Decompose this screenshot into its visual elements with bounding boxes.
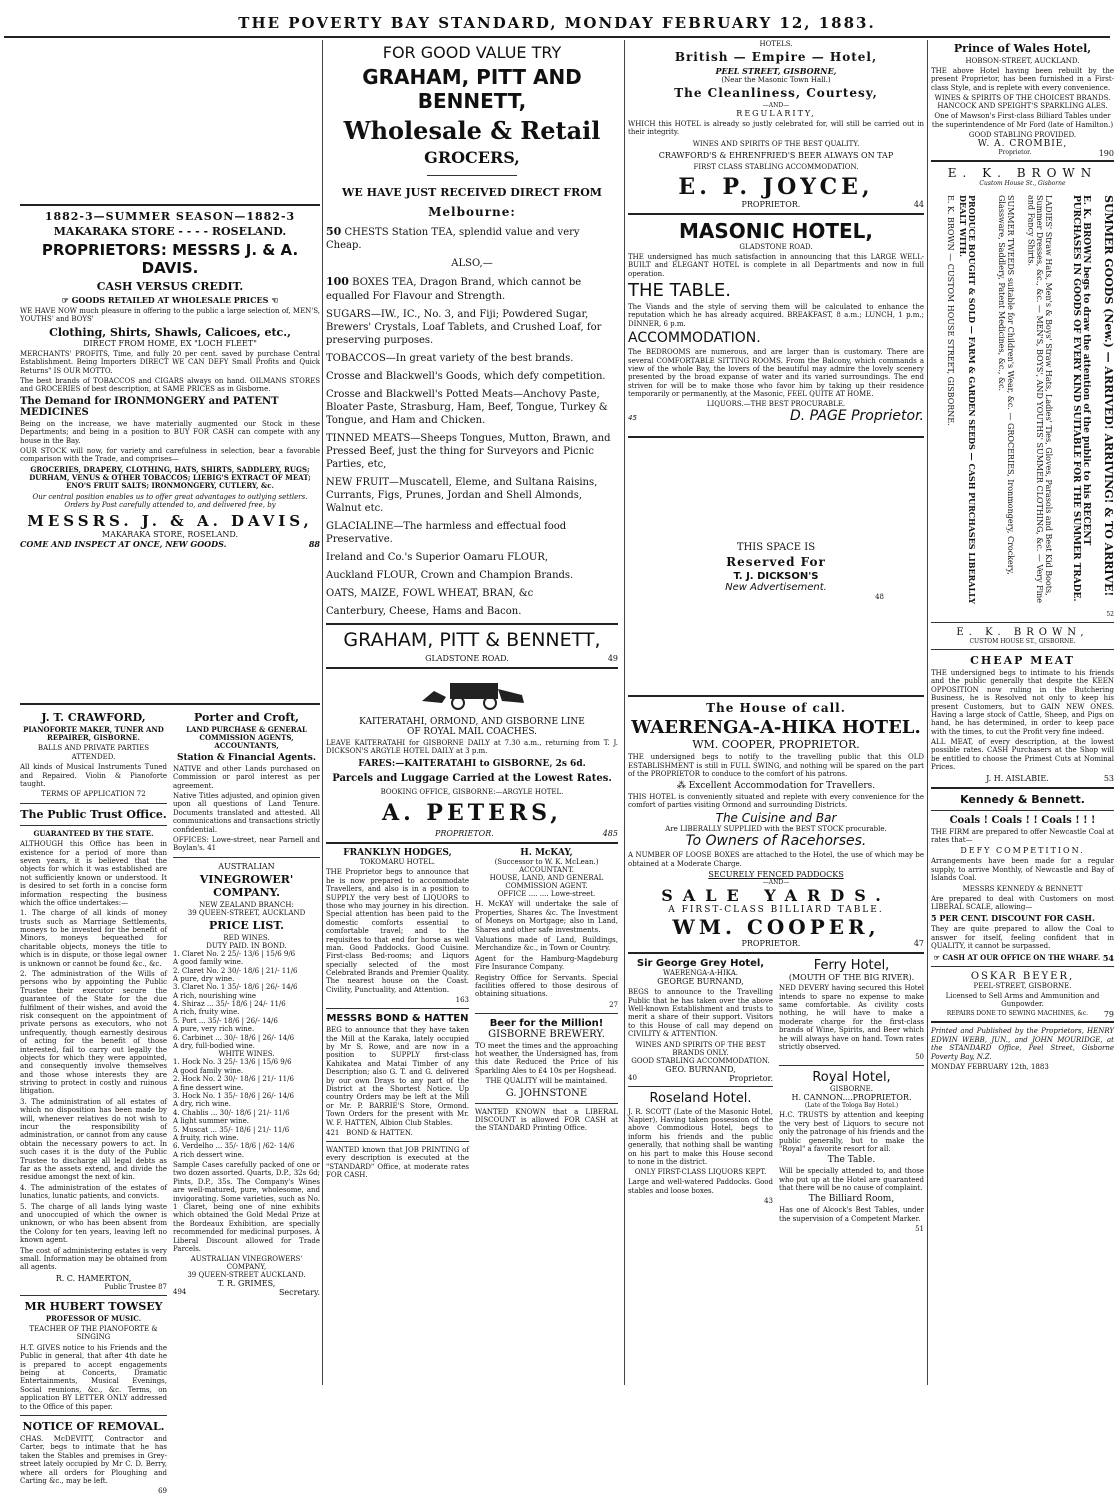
cheap-paragraph: ALL MEAT, of every description, at the lowest possible rates. CASH Purchasers at the Shop will be entitled to choose the Primest Cuts at Nominal Prices. — [931, 738, 1114, 772]
ekb-vertical-ad — [931, 191, 1114, 611]
col2-left — [326, 848, 469, 1181]
season-banner: 1882-3—SUMMER SEASON—1882-3 — [44, 210, 296, 223]
kb-coals: Coals ! Coals ! ! Coals ! ! ! — [949, 814, 1096, 826]
mckay-paragraph: H. McKAY will undertake the sale of Properties, Shares &c. The Investment of Moneys on Mortgage; also in Land, Shares and other safe investments. — [475, 900, 618, 934]
price-row: A dry, full-bodied wine. — [173, 1042, 255, 1051]
price-row: A rich, nourishing wine — [173, 991, 256, 1000]
price-row: A good family wine. — [173, 1066, 244, 1075]
removal-title: NOTICE OF REMOVAL. — [22, 1419, 165, 1433]
price-row: A dry, rich wine. — [173, 1100, 231, 1109]
col1-right — [173, 709, 320, 1495]
royal-paragraph: H.C. TRUSTS by attention and keeping the very best of Liquors to secure not only the patronage of his friends and the public generally, but to make the "Royal" a favorite resort for all. — [779, 1111, 924, 1153]
gpb-grocers: GROCERS, — [424, 148, 520, 167]
rh-paragraph: Large and well-watered Paddocks. Good stables and loose boxes. — [628, 1178, 773, 1195]
masonic-table: THE TABLE. — [628, 279, 732, 301]
royal-paragraph: Will be specially attended to, and those who put up at the Hotel are guaranteed that there will be no cause of complaint. — [779, 1167, 924, 1193]
gpb-footer-addr: GLADSTONE ROAD. 49 — [425, 653, 618, 663]
col3-right — [779, 958, 924, 1233]
be-stabling: FIRST CLASS STABLING ACCOMMODATION. — [693, 162, 859, 171]
ob-title: OSKAR BEYER, — [970, 970, 1075, 982]
col2-subcolumns — [326, 848, 618, 1181]
wh-paragraph: THE undersigned begs to notify to the travelling public that this OLD ESTABLISHMENT is still in FULL SWING, and nothing will be spared on the part of the PROPRIETOR to conduce to the comfort of his patrons. — [628, 753, 924, 779]
price-row: A good family wine. — [173, 958, 244, 967]
gpb-item: TOBACCOS—In great variety of the best brands. — [326, 352, 574, 364]
mckay-sub3: HOUSE, LAND, AND GENERAL COMMISSION AGENT. — [489, 874, 604, 891]
price-row: 3. Hock No. 1 35/- 18/6 | 26/- 14/6 — [173, 1091, 294, 1100]
av-signature2: 39 QUEEN-STREET AUCKLAND. — [187, 1271, 306, 1280]
hotels-heading: HOTELS. — [759, 40, 793, 48]
price-row: 5. Port ... 35/- 18/6 | 26/- 14/6 — [173, 1016, 278, 1025]
reserved-line3: T. J. DICKSON'S — [733, 571, 819, 583]
mckay-office: OFFICE .... .... Lowe-street. — [497, 890, 596, 899]
trust-paragraph: The cost of administering estates is very small. Information may be obtained from all agents. — [20, 1246, 167, 1272]
gpb-item: Crosse and Blackwell's Goods, which defy competition. — [326, 370, 606, 382]
av-signature3: T. R. GRIMES, — [217, 1279, 276, 1289]
column-3 — [628, 40, 924, 1387]
cheap-paragraph: THE undersigned begs to intimate to his friends and the public generally that despite the KEEN OPPOSITION now ruling in the Butchering Business, he is Resolved not only to keep his present Customers, but to GAIN NEW ONES. Having a large stock of Cattle, Sheep, and Pigs on hand, he has determined, in order to keep pace with the times, to cut the Profit very fine indeed. — [931, 668, 1114, 736]
sg-paragraph: BEGS to announce to the Travelling Public that he has taken over the above Well-known Establishment and trusts to merit a share of their support. Visitors to this House of call may depend on CIVILITY & ATTENTION. — [628, 988, 773, 1039]
trust-sub: GUARANTEED BY THE STATE. — [33, 828, 154, 838]
reserved-line2: Reserved For — [726, 555, 826, 570]
davis-paragraph: MERCHANTS' PROFITS, Time, and fully 20 per cent. saved by purchase Central Establishment. Being Importers DIRECT WE CAN DEFY Small Profits and Quick Returns" IS OUR MOTTO. — [20, 349, 320, 375]
royal-late: (Late of the Tologa Bay Hotel.) — [804, 1102, 899, 1110]
price-row: 1. Claret No. 2 25/- 13/6 | 15/6 9/6 — [173, 949, 296, 958]
masthead: THE POVERTY BAY STANDARD, MONDAY FEBRUARY 12, 1883. — [238, 14, 876, 32]
price-row: 6. Verdelho ... 35/- 18/6 | /62- 14/6 — [173, 1142, 295, 1151]
towsey-sub: PROFESSOR OF MUSIC. — [45, 1313, 142, 1323]
come-inspect: COME AND INSPECT AT ONCE, NEW GOODS. 88 — [20, 538, 320, 549]
pw-stabling: GOOD STABLING PROVIDED. — [968, 130, 1077, 139]
wh-title: WAERENGA-A-HIKA HOTEL. — [631, 717, 921, 739]
masonic-address: GLADSTONE ROAD. — [739, 242, 813, 251]
pc-paragraph: Native Titles adjusted, and opinion given upon all questions of Land Tenure. Documents translated and attested. All communications and transactions strictly confidential. — [173, 791, 320, 834]
ekb-vertical-line: PRODUCE BOUGHT & SOLD — FARM & GARDEN SEEDS — CASH PURCHASES LIBERALLY DEALT WITH. — [958, 194, 977, 604]
gpb-received: WE HAVE JUST RECEIVED DIRECT FROM — [342, 186, 602, 199]
kb-paragraph: Are prepared to deal with Customers on most LIBERAL SCALE, allowing— — [931, 894, 1114, 911]
brewery-paragraph: THE QUALITY will be maintained. — [485, 1077, 608, 1086]
removal-paragraph: CHAS. McDEVITT, Contractor and Carter, begs to intimate that he has taken the Stables and premises in Grey-street lately occupied by Mr C. D. Berry, where all orders for Ploughing and Carting &c., may be left. — [20, 1434, 167, 1485]
royal-table: The Table. — [827, 1155, 876, 1166]
trust-paragraph: 4. The administration of the estates of lunatics, lunatic patients, and convicts. — [20, 1183, 167, 1201]
av-title2: VINEGROWER' COMPANY. — [199, 872, 294, 899]
av-footer: 494 Secretary. — [173, 1288, 320, 1298]
royal-proprietor: H. CANNON....PROPRIETOR. — [791, 1093, 912, 1103]
pw-wines: WINES & SPIRITS OF THE CHOICEST BRANDS. — [934, 94, 1111, 103]
pw-paragraph: THE above Hotel having been rebuilt by the present Proprietor, has been furnished in a First-class Style, and is replete with every convenience. — [931, 67, 1114, 92]
gpb-wholesale: Wholesale & Retail — [343, 116, 601, 145]
be-and: —AND— — [762, 102, 790, 109]
removal-number: 69 — [158, 1487, 167, 1495]
be-title: British — Empire — Hotel, — [674, 50, 878, 64]
be-paragraph: WHICH this HOTEL is already so justly celebrated for, will still be carried out in their integrity. — [628, 120, 924, 137]
beer-title: Beer for the Million! — [489, 1017, 604, 1029]
pw-signature-sub: Proprietor. 190 — [998, 148, 1114, 158]
ferry-sub: (MOUTH OF THE BIG RIVER). — [788, 973, 915, 983]
price-row: 5. Muscat ... 35/- 18/6 | 21/- 11/6 — [173, 1125, 290, 1134]
ekb-head: E. K. BROWN — [947, 165, 1098, 180]
trust-paragraph: ALTHOUGH this Office has been in existence for a period of more than seven years, it is believed that the objects for which it was established are not sufficiently known or understood. It is desired to set forth in a concise form information respecting the business which the office undertakes:— — [20, 840, 167, 907]
davis-paragraph: GROCERIES, DRAPERY, CLOTHING, HATS, SHIRTS, SADDLERY, RUGS; DURHAM, VENUS & OTHER TOBACCOS; LIEBIG'S EXTRACT OF MEAT; ENO'S FRUIT SALTS; IRONMONGERY, CUTLERY, &c. — [29, 464, 311, 491]
ekb-number: 52 — [1106, 610, 1114, 618]
gpb-melbourne: Melbourne: — [428, 205, 516, 219]
masthead-rule — [4, 36, 1110, 38]
cash-credit: CASH VERSUS CREDIT. — [96, 280, 244, 293]
price-row: A pure, very rich wine. — [173, 1025, 255, 1034]
be-near: (Near the Masonic Town Hall.) — [721, 76, 831, 84]
royal-billiard: The Billiard Room, — [808, 1194, 895, 1205]
wh-paragraph: A NUMBER OF LOOSE BOXES are attached to the Hotel, the use of which may be obtained at a Moderate Charge. — [628, 851, 924, 868]
trust-paragraph: 3. The administration of all estates of which no disposition has been made by will, whenever relatives do not wish to incur the responsibility of administration, or cannot from any cause obtain the necessary powers to act. In such cases it is the duty of the Public Trustee to discharge all legal debts as far as the assets extend, and divide the residue amongst the next of kin. — [20, 1097, 167, 1182]
coach-sub: OF ROYAL MAIL COACHES. — [406, 726, 538, 737]
wh-paragraph: THIS HOTEL is conveniently situated and replete with every convenience for the comfort of parties visiting Ormond and surrounding Districts. — [628, 792, 924, 810]
av-paragraph: Sample Cases carefully packed of one or two dozen assorted. Quarts, D.P., 32s 6d; Pints, D.P., 35s. The Company's Wines are well-matured, pure, wholesome, and invigorating. Some varieties, such as No. 1 Claret, being one of nine exhibits which obtained the Gold Medal Prize at the Bordeaux Exhibition, are specially recommended for medicinal purposes. A Liberal Discount allowed for Trade Parcels. — [173, 1161, 320, 1253]
royal-number: 51 — [915, 1225, 924, 1234]
sg-signature: GEO. BURNAND, — [665, 1064, 736, 1074]
price-row: A rich dessert wine. — [173, 1150, 244, 1159]
ekb-vertical-line: SUMMER TWEEDS suitable for Children's Wear, &c. — GROCERIES, Ironmongery, Crockery, Glassware, Saddlery, Patent Medicines, &c., &c. — [997, 194, 1015, 575]
clothing-line: Clothing, Shirts, Shawls, Calicoes, etc., — [49, 325, 291, 339]
trust-paragraph: 2. The administration of the Wills of persons who by appointing the Public Trustee their executor secure the guarantee of the State for the due fulfilment of their wishes, and avoid the risk consequent on the appointment of private persons as executors, who not unfrequently, though earnestly desirous of acting for the benefit of those interested, fail to carry out legally the objects for which they were appointed, and consequently involve themselves and those whose interests they are striving to protect in costly and ruinous litigation. — [20, 970, 167, 1096]
demand-line: The Demand for IRONMONGERY and PATENT MEDICINES — [20, 395, 279, 418]
gpb-item: NEW FRUIT—Muscatell, Eleme, and Sultana Raisins, Currants, Figs, Prunes, Jordan and Shell Almonds, Walnut etc. — [326, 476, 598, 514]
kb-paragraph: Arrangements have been made for a regular supply, to arrive Monthly, of Newcastle and Bay of Islands Coal. — [931, 857, 1114, 883]
kb-title: Kennedy & Bennett. — [960, 792, 1085, 806]
kb-paragraph: They are quite prepared to allow the Coal to answer for itself, feeling confident that in QUALITY, it cannot be surpassed. — [931, 925, 1114, 951]
av-price-list: PRICE LIST. — [209, 918, 284, 932]
wh-owners: To Owners of Racehorses. — [685, 833, 867, 850]
price-row: 2. Hock No. 2 30/- 18/6 | 21/- 11/6 — [173, 1075, 294, 1084]
masonic-paragraph: The BEDROOMS are numerous, and are larger than is customary. There are several COMFORTABLE SITTING ROOMS. From the Balcony, which commands a view of the whole Bay, the lovers of the beautiful may admire the lovely scenery presented by the broad expanse of water and its varied surroundings. The end striven for will be to make those who favor him by taking up their residence temporarily or permanently, at the Masonic, FEEL QUITE AT HOME. — [628, 348, 924, 399]
wanted-discount: WANTED KNOWN that a LIBERAL DISCOUNT is allowed FOR CASH at the STANDARD Printing Office. — [475, 1107, 618, 1133]
pc-sub: LAND PURCHASE & GENERAL COMMISSION AGENTS, ACCOUNTANTS, — [186, 724, 307, 751]
bond-footer: 421 BOND & HATTEN. — [326, 1128, 413, 1137]
col2-right — [475, 848, 618, 1181]
hodges-sub: TOKOMARU HOTEL. — [359, 858, 436, 867]
column-divider — [927, 40, 928, 1385]
masonic-paragraph: The Viands and the style of serving them will be calculated to enhance the reputation which he has already acquired. BREAKFAST, 8 a.m.; LUNCH, 1 p.m.; DINNER, 6 p.m. — [628, 302, 924, 328]
wh-liberal: Are LIBERALLY SUPPLIED with the BEST STOCK procurable. — [665, 825, 887, 834]
crawford-terms: TERMS OF APPLICATION 72 — [41, 790, 146, 799]
wh-cuisine: The Cuisine and Bar — [715, 811, 837, 826]
davis-paragraph: The best brands of TOBACCOS and CIGARS always on hand. OILMANS STORES and GROCERIES of best description, at SAME PRICES as in Gisborne. — [20, 376, 320, 394]
gpb-item: SUGARS—IW., IC., No. 3, and Fiji; Powdered Sugar, Brewers' Crystals, Loaf Tablets, and Crushed Loaf, for preserving purposes. — [326, 308, 602, 346]
price-row: A fruity, rich wine. — [173, 1133, 239, 1142]
be-proprietor-sub: PROPRIETOR. 44 — [741, 199, 924, 209]
trust-title: The Public Trust Office. — [20, 807, 167, 821]
peters-name: A. PETERS, — [382, 800, 562, 827]
davis-paragraph: Being on the increase, we have materially augmented our Stock in these Departments; and being in a position to BUY FOR CASH can compete with any house in the Bay. — [20, 419, 320, 445]
column-divider — [624, 40, 625, 1385]
col1-left — [20, 709, 167, 1495]
ekb-vertical-line: LADIES' Straw Hats, Men's & Boys' Straw Hats, Ladies' Ties, Gloves, Parasols and Best Kid Boots, Summer Dresses, &c., &c. — MEN'S, BOYS', AND YOUTHS' SUMMER CLOTHING, &c. — Very Fine and Fancy Shirts. — [1026, 194, 1053, 603]
ferry-title: Ferry Hotel, — [813, 958, 890, 974]
be-regularity: REGULARITY, — [736, 109, 816, 118]
av-red: RED WINES. — [223, 933, 270, 942]
be-wines: WINES AND SPIRITS OF THE BEST QUALITY. — [692, 139, 860, 148]
davis-signature-sub: MAKARAKA STORE, ROSELAND. — [101, 529, 239, 539]
sg-stabling: GOOD STABLING ACCOMMODATION. — [631, 1056, 770, 1065]
coach-icon — [412, 675, 532, 711]
reserved-line1: THIS SPACE IS — [736, 542, 816, 554]
towsey-paragraph: H.T. GIVES notice to his Friends and the Public in general, that after 4th date he is prepared to accept engagements being at Concerts, Dramatic Entertainments, Musical Evenings, Social reunions, &c., &c. Terms, on application BY LETTER ONLY addressed to the Office of this paper. — [20, 1343, 167, 1411]
column-4 — [931, 40, 1114, 1387]
imprint: Printed and Published by the Proprietors, HENRY EDWIN WEBB, JUN., and JOHN MOURIDGE, at the STANDARD Office, Peel Street, Gisborne Poverty Bay, N.Z. — [931, 1027, 1114, 1061]
towsey-sub2: TEACHER OF THE PIANOFORTE & SINGING — [29, 1325, 158, 1342]
column-1 — [20, 40, 320, 1495]
gpb-item: Ireland and Co.'s Superior Oamaru FLOUR, — [326, 551, 549, 563]
royal-paragraph: Has one of Alcock's Best Tables, under the supervision of a Competent Marker. — [779, 1206, 924, 1223]
gpb-item: Crosse and Blackwell's Potted Meats—Anchovy Paste, Bloater Paste, Strasburg, Ham, Beef, Tongue, Turkey & Tongue, and Ham and Chicken. — [326, 388, 608, 426]
cheap-signature: J. H. AISLABIE. 53 — [986, 773, 1114, 783]
gpb-item: Canterbury, Cheese, Hams and Bacon. — [326, 605, 522, 617]
price-row: A fine dessert wine. — [173, 1083, 244, 1092]
wh-top: The House of call. — [706, 701, 846, 716]
royal-title: Royal Hotel, — [812, 1070, 891, 1086]
hodges-title: FRANKLYN HODGES, — [343, 848, 452, 859]
sg-sub: WAERENGA-A-HIKA. — [662, 969, 739, 978]
mckay-sub2: ACCOUNTANT. — [519, 866, 574, 875]
mckay-title: H. McKAY, — [520, 848, 573, 859]
crawford-sub: PIANOFORTE MAKER, TUNER AND REPAIRER, GISBORNE. — [23, 724, 164, 743]
coach-paragraph: LEAVE KAITERATAHI for GISBORNE DAILY at 7.30 a.m., returning from T. J. DICKSON'S ARGYLE HOTEL DAILY at 3 p.m. — [326, 738, 618, 755]
wh-sale-yards: SALE YARDS. — [661, 886, 891, 906]
gpb-item: 100 BOXES TEA, Dragon Brand, which cannot be equalled For Flavour and Strength. — [326, 275, 582, 302]
price-row: 3. Claret No. 1 35/- 18/6 | 26/- 14/6 — [173, 983, 298, 992]
imprint-date: MONDAY FEBRUARY 12th, 1883 — [931, 1062, 1049, 1071]
store-title: MAKARAKA STORE - - - - ROSELAND. — [53, 225, 287, 238]
brewery-paragraph: TO meet the times and the approaching hot weather, the Undersigned has, from this date Reduced the Price of his Sparkling Ales to £4 10s per Hogshead. — [475, 1041, 618, 1075]
kb-cash: ☞ CASH AT OUR OFFICE ON THE WHARF. 54 — [933, 952, 1114, 963]
trust-signature-sub: Public Trustee 87 — [104, 1282, 167, 1291]
price-row: A light summer wine. — [173, 1117, 249, 1126]
coach-booking: BOOKING OFFICE, GISBORNE:—ARGYLE HOTEL. — [380, 788, 564, 797]
column-2 — [326, 40, 618, 1387]
coach-title: KAITERATAHI, ORMOND, AND GISBORNE LINE — [359, 716, 585, 727]
sg-title: Sir George Grey Hotel, — [636, 958, 765, 970]
masonic-proprietor-row: 45 D. PAGE Proprietor. — [628, 408, 924, 425]
gpb-item: Auckland FLOUR, Crown and Champion Brands. — [326, 569, 574, 581]
av-white: WHITE WINES. — [218, 1050, 275, 1059]
ekb-footer: E. K. BROWN, — [956, 626, 1089, 638]
ob-paragraph: Licensed to Sell Arms and Ammunition and Gunpowder. — [945, 991, 1100, 1008]
davis-signature: MESSRS. J. & A. DAVIS, — [27, 511, 313, 530]
be-proprietor: E. P. JOYCE, — [678, 173, 874, 200]
wanted-job-printing: WANTED known that JOB PRINTING of every description is executed at the "STANDARD" Office, at moderate rates FOR CASH. — [326, 1145, 469, 1180]
ferry-number: 50 — [915, 1053, 924, 1062]
wh-and: —AND— — [762, 879, 790, 887]
price-row: 1. Hock No. 3 25/- 13/6 | 15/6 9/6 — [173, 1058, 292, 1067]
sg-footer: 40 Proprietor. — [628, 1073, 773, 1083]
av-header: DUTY PAID. IN BOND. — [206, 941, 287, 950]
bond-title: MESSRS BOND & HATTEN — [326, 1013, 469, 1025]
davis-paragraph: Our central position enables us to offer great advantages to outlying settlers. Orders by Post carefully attended to, and delivered free, by — [32, 492, 308, 510]
wh-signature-sub: PROPRIETOR. 47 — [741, 939, 924, 949]
price-row: 4. Chablis ... 30/- 18/6 | 21/- 11/6 — [173, 1108, 290, 1117]
ob-sub: PEEL-STREET, GISBORNE. — [973, 981, 1072, 990]
pw-ales: HANCOCK AND SPEIGHT'S SPARKLING ALES. — [937, 102, 1108, 111]
trust-paragraph: 5. The charge of all lands lying waste and unoccupied of which the owner is unknown, or who has been absent from the Colony for ten years, leaving left no known agent. — [20, 1202, 167, 1245]
wholesale-line: ☞ GOODS RETAILED AT WHOLESALE PRICES ☜ — [61, 295, 279, 305]
col1-subcolumns — [20, 709, 320, 1495]
pw-address: HOBSON-STREET, AUCKLAND. — [965, 57, 1080, 65]
gpb-top: FOR GOOD VALUE TRY — [382, 43, 562, 62]
be-address: PEEL STREET, GISBORNE, — [715, 66, 837, 76]
mckay-number: 27 — [609, 1000, 618, 1009]
masonic-paragraph: THE undersigned has much satisfaction in announcing that this LARGE WELL-BUILT and ELEGANT HOTEL is complete in all Departments and now in full operation. — [628, 252, 924, 278]
av-signature: AUSTRALIAN VINEGROWERS' COMPANY, — [190, 1255, 303, 1272]
be-motto: The Cleanliness, Courtesy, — [674, 86, 878, 100]
masonic-liquors: LIQUORS.—THE BEST PROCURABLE. — [706, 400, 846, 409]
mckay-paragraph: Valuations made of Land, Buildings, Merchandize &c., in Town or Country. — [475, 935, 618, 953]
reserved-line4: New Advertisement. — [725, 582, 827, 594]
pc-title: Porter and Croft, — [194, 710, 299, 724]
be-beer: CRAWFORD'S & EHRENFRIED'S BEER ALWAYS ON TAP — [658, 150, 894, 160]
kb-signature: MESSRS KENNEDY & BENNETT — [962, 884, 1083, 893]
rh-number: 43 — [764, 1197, 773, 1206]
gpb-items — [326, 225, 618, 618]
av-red-list — [173, 950, 320, 1051]
pc-paragraph: OFFICES: Lowe-street, near Parnell and Boylan's. 41 — [173, 835, 320, 853]
mckay-paragraph: Registry Office for Servants. Special facilities offered to those desirous of obtaining situations. — [475, 973, 618, 999]
gpb-footer: GRAHAM, PITT & BENNETT, — [343, 628, 601, 651]
davis-paragraph: WE HAVE NOW much pleasure in offering to the public a large selection of, MEN'S, YOUTHS' and BOYS' — [20, 307, 320, 324]
wh-fenced: SECURELY FENCED PADDOCKS — [708, 870, 844, 880]
col3-left — [628, 958, 773, 1233]
gpb-item: TINNED MEATS—Sheeps Tongues, Mutton, Brawn, and Pressed Beef, just the thing for Surveyors and Picnic Parties, etc, — [326, 432, 611, 470]
trust-paragraph: 1. The charge of all kinds of money trusts such as Marriage Settlements, moneys to be invested for the benefit of Minors, moneys bequeathed for charitable objects, moneys the title to which is in dispute, or those legal owner is unknown or cannot be found &c., &c. — [20, 909, 167, 968]
proprietors: PROPRIETORS: MESSRS J. & A. DAVIS. — [41, 241, 299, 277]
mckay-paragraph: Agent for the Hamburg-Magdeburg Fire Insurance Company. — [475, 954, 618, 972]
cheap-title: CHEAP MEAT — [970, 653, 1075, 667]
av-address: 39 QUEEN-STREET, AUCKLAND — [187, 908, 306, 917]
pw-title: Prince of Wales Hotel, — [953, 42, 1092, 55]
coach-parcels: Parcels and Luggage Carried at the Lowest Rates. — [332, 773, 612, 785]
mckay-sub: (Successor to W. K. McLean.) — [494, 858, 599, 867]
column-divider — [322, 40, 323, 1385]
peters-sub: PROPRIETOR. 485 — [434, 829, 618, 839]
price-row: 4. Shiraz ... 35/- 18/6 | 24/- 11/6 — [173, 1000, 286, 1009]
ekb-head2: Custom House St., Gisborne — [979, 179, 1066, 187]
rh-title: Roseland Hotel. — [649, 1090, 752, 1106]
price-row: 2. Claret No. 2 30/- 18/6 | 21/- 11/6 — [173, 966, 298, 975]
ekb-vertical-line: E. K. BROWN — CUSTOM HOUSE STREET, GISBORNE. — [946, 194, 955, 426]
kb-paragraph: THE FIRM are prepared to offer Newcastle Coal at rates that— — [931, 827, 1114, 845]
ob-repairs: REPAIRS DONE TO SEWING MACHINES, &c. 79 — [946, 1010, 1114, 1020]
direct-line: DIRECT FROM HOME, EX "LOCH FLEET" — [83, 338, 257, 348]
price-row: A rich, fruity wine. — [173, 1008, 240, 1017]
av-white-list — [173, 1058, 320, 1159]
gpb-item: OATS, MAIZE, FOWL WHEAT, BRAN, &c — [326, 587, 534, 599]
pw-signature: W. A. CROMBIE, — [977, 138, 1068, 149]
wh-first-class: A FIRST-CLASS BILLIARD TABLE. — [668, 905, 884, 916]
hodges-number: 163 — [455, 996, 469, 1005]
kb-defy: DEFY COMPETITION. — [960, 846, 1085, 856]
gpb-item: ALSO,— — [451, 258, 493, 270]
gpb-firm: GRAHAM, PITT AND BENNETT, — [362, 65, 582, 113]
pw-billiard: One of Mawson's First-class Billiard Tables under the superintendence of Mr Ford (late of Hamilton.) — [931, 112, 1114, 129]
ekb-vertical-line: E. K. BROWN begs to draw the attention of the public to his RECENT PURCHASES IN GOODS OF EVERY KIND SUITABLE FOR THE SUMMER TRADE. — [1071, 194, 1091, 602]
kb-discount: 5 PER CENT. DISCOUNT FOR CASH. — [931, 913, 1095, 924]
gpb-item: GLACIALINE—The harmless and effectual food Preservative. — [326, 520, 567, 545]
ekb-vertical-line: SUMMER GOODS (New.) — ARRIVED! ARRIVING! & TO ARRIVE! — [1102, 194, 1115, 597]
sg-wines: WINES AND SPIRITS OF THE BEST BRANDS ONLY. — [635, 1040, 766, 1057]
trust-signature: R. C. HAMERTON, — [55, 1273, 132, 1283]
davis-paragraph: OUR STOCK will now, for variety and carefulness in selection, bear a favorable comparison with the Trade, and comprises— — [20, 446, 320, 464]
masonic-accommodation: ACCOMMODATION. — [628, 330, 761, 347]
rh-paragraph: J. R. SCOTT (Late of the Masonic Hotel, Napier), Having taken possession of the above Commodious Hotel, begs to inform his friends and the public generally, that nothing shall be wanting on his part to make this House second to none in the district. — [628, 1107, 773, 1166]
brewery-title: GISBORNE BREWERY. — [488, 1028, 605, 1040]
wh-proprietor: WM. COOPER, PROPRIETOR. — [692, 738, 860, 752]
pc-sub2: Station & Financial Agents. — [177, 752, 316, 763]
gpb-item: 50 CHESTS Station TEA, splendid value and very Cheap. — [326, 225, 580, 252]
wh-signature: WM. COOPER, — [672, 915, 880, 940]
wh-excellent: ⁂ Excellent Accommodation for Travellers. — [676, 780, 876, 791]
crawford-p2: All kinds of Musical Instruments Tuned and Repaired. Violin & Pianoforte taught. — [20, 763, 167, 788]
rh-only: ONLY FIRST-CLASS LIQUORS KEPT. — [634, 1168, 767, 1177]
masonic-title: MASONIC HOTEL, — [679, 218, 873, 243]
brewery-signature: G. JOHNSTONE — [505, 1087, 588, 1099]
crawford-title: J. T. CRAWFORD, — [41, 710, 146, 724]
coach-fares: FARES:—KAITERATAHI to GISBORNE, 2s 6d. — [358, 759, 586, 770]
reserved-number: 48 — [875, 593, 884, 602]
price-row: A pure, dry wine. — [173, 974, 235, 983]
sg-name: GEORGE BURNAND, — [657, 977, 744, 987]
hodges-paragraph: THE Proprietor begs to announce that he is now prepared to accommodate Travellers, and also is in a position to SUPPLY the very best of LIQUORS to those who may journey in his direction. Special attention has been paid to the domestic comforts essential to comfortable travel; and to the requisites to that end for horse as well man. Good Paddocks. Good Cuisine. First-class Bed-rooms; and Liquors specially selected of the most Celebrated Brands and Premier Quality. The nearest house on the Coast. Civility, Punctuality, and Attention. — [326, 868, 469, 994]
price-row: 6. Carbinet ... 30/- 18/6 | 26/- 14/6 — [173, 1033, 295, 1042]
bond-paragraph: BEG to announce that they have taken the Mill at the Karaka, lately occupied by Mr S. Rowe, and are now in a position to SUPPLY first-class Kahikatea and Matai Timber of any Description; also G. T. and G. delivered by our own Drays to any part of the District at the Shortest Notice. Up country Orders may be left at the Mill or Mr. P. BARRIE'S Store, Ormond. Town Orders for the present with Mr. W. F. HATTEN, Albion Club Stables. — [326, 1026, 469, 1127]
royal-sub: GISBORNE. — [830, 1085, 873, 1094]
ferry-paragraph: NED DEVERY having secured this Hotel intends to spare no expense to make same comfortable. As civility costs nothing, he will have to make a moderate charge for the first-class brands of Wine, Spirits, and Beer which he will always have on hand. Town rates strictly observed. — [779, 984, 924, 1051]
av-sub: NEW ZEALAND BRANCH: — [199, 900, 294, 909]
col3-subcolumns — [628, 958, 924, 1233]
towsey-title: MR HUBERT TOWSEY — [24, 1299, 163, 1313]
crawford-p: BALLS AND PRIVATE PARTIES ATTENDED. — [37, 744, 150, 761]
ekb-footer2: CUSTOM HOUSE ST., GISBORNE. — [969, 637, 1076, 645]
av-title: AUSTRALIAN — [218, 861, 275, 871]
pc-paragraph: NATIVE and other Lands purchased on Commission or parol interest as per agreement. — [173, 764, 320, 790]
